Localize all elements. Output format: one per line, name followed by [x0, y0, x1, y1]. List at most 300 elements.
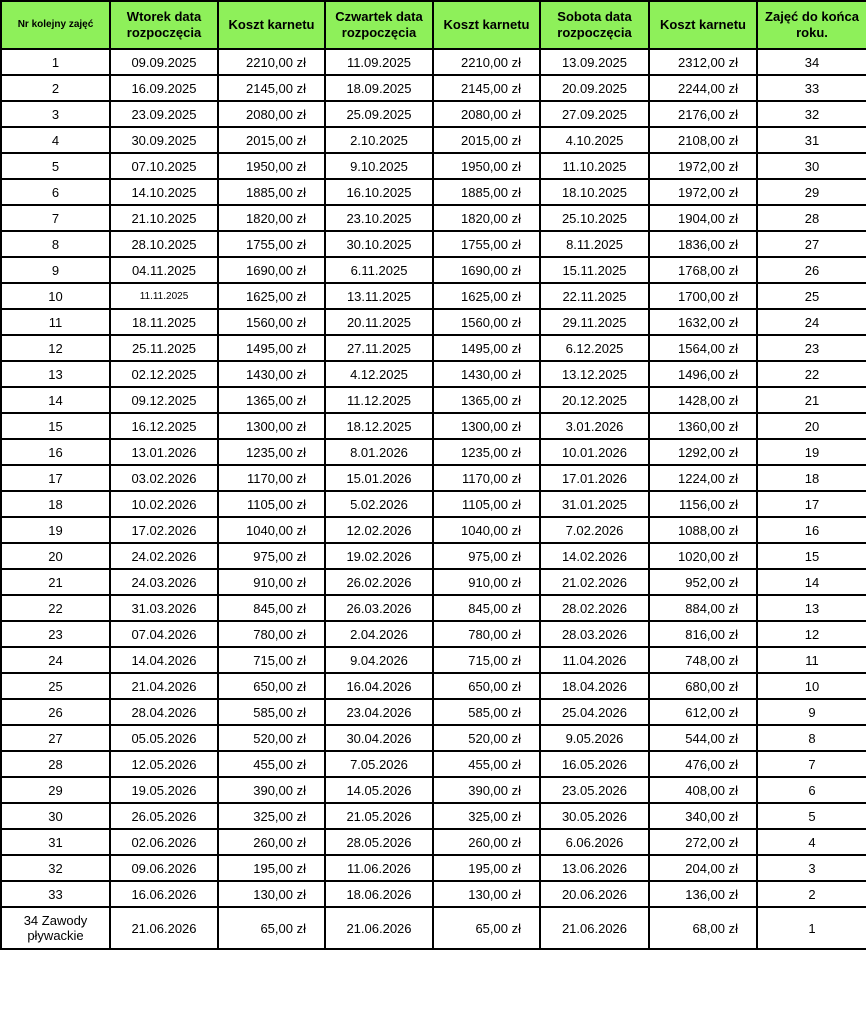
- table-row: [1, 517, 866, 543]
- table-row: [1, 179, 866, 205]
- cell-thursday-cost: 2145,00 zł: [433, 75, 540, 101]
- cell-thursday-start: 21.05.2026: [325, 803, 433, 829]
- cell-saturday-cost: 1700,00 zł: [649, 283, 757, 309]
- cell-lesson-number: 18: [1, 491, 110, 517]
- cell-thursday-cost: 1170,00 zł: [433, 465, 540, 491]
- header-saturday-start: Sobota data rozpoczęcia: [540, 1, 649, 49]
- cell-thursday-cost: 1105,00 zł: [433, 491, 540, 517]
- cell-saturday-cost: 680,00 zł: [649, 673, 757, 699]
- cell-tuesday-start: 28.04.2026: [110, 699, 218, 725]
- cell-thursday-cost: 520,00 zł: [433, 725, 540, 751]
- cell-thursday-cost: 260,00 zł: [433, 829, 540, 855]
- cell-saturday-cost: 544,00 zł: [649, 725, 757, 751]
- cell-saturday-cost: 884,00 zł: [649, 595, 757, 621]
- cell-tuesday-start: 13.01.2026: [110, 439, 218, 465]
- cell-saturday-start: 8.11.2025: [540, 231, 649, 257]
- cell-tuesday-start: 28.10.2025: [110, 231, 218, 257]
- cell-thursday-start: 25.09.2025: [325, 101, 433, 127]
- cell-thursday-cost: 1300,00 zł: [433, 413, 540, 439]
- cell-lesson-number: 20: [1, 543, 110, 569]
- cell-saturday-cost: 1088,00 zł: [649, 517, 757, 543]
- cell-tuesday-cost: 2015,00 zł: [218, 127, 325, 153]
- cell-tuesday-start: 09.06.2026: [110, 855, 218, 881]
- cell-thursday-start: 4.12.2025: [325, 361, 433, 387]
- cell-lesson-number: 14: [1, 387, 110, 413]
- table-row: [1, 257, 866, 283]
- cell-thursday-start: 18.06.2026: [325, 881, 433, 907]
- cell-saturday-start: 13.09.2025: [540, 49, 649, 75]
- cell-lesson-number: 26: [1, 699, 110, 725]
- cell-tuesday-cost: 1495,00 zł: [218, 335, 325, 361]
- cell-thursday-cost: 1950,00 zł: [433, 153, 540, 179]
- cell-saturday-start: 30.05.2026: [540, 803, 649, 829]
- header-tuesday-cost: Koszt karnetu: [218, 1, 325, 49]
- cell-saturday-cost: 136,00 zł: [649, 881, 757, 907]
- cell-thursday-cost: 910,00 zł: [433, 569, 540, 595]
- cell-thursday-start: 11.12.2025: [325, 387, 433, 413]
- cell-tuesday-cost: 1170,00 zł: [218, 465, 325, 491]
- cell-lessons-left: 27: [757, 231, 866, 257]
- cell-thursday-cost: 1235,00 zł: [433, 439, 540, 465]
- cell-tuesday-cost: 325,00 zł: [218, 803, 325, 829]
- cell-tuesday-start: 30.09.2025: [110, 127, 218, 153]
- header-tuesday-start: Wtorek data rozpoczęcia: [110, 1, 218, 49]
- cell-saturday-cost: 612,00 zł: [649, 699, 757, 725]
- cell-tuesday-cost: 130,00 zł: [218, 881, 325, 907]
- cell-saturday-start: 31.01.2025: [540, 491, 649, 517]
- cell-saturday-cost: 2108,00 zł: [649, 127, 757, 153]
- cell-lesson-number: 9: [1, 257, 110, 283]
- table-row: [1, 335, 866, 361]
- cell-lessons-left: 7: [757, 751, 866, 777]
- cell-thursday-cost: 1040,00 zł: [433, 517, 540, 543]
- table-row: [1, 439, 866, 465]
- cell-thursday-start: 28.05.2026: [325, 829, 433, 855]
- cell-lessons-left: 4: [757, 829, 866, 855]
- cell-saturday-start: 15.11.2025: [540, 257, 649, 283]
- cell-thursday-cost: 1430,00 zł: [433, 361, 540, 387]
- table-row: [1, 725, 866, 751]
- cell-tuesday-cost: 975,00 zł: [218, 543, 325, 569]
- cell-lessons-left: 12: [757, 621, 866, 647]
- cell-tuesday-start: 14.04.2026: [110, 647, 218, 673]
- cell-thursday-start: 11.09.2025: [325, 49, 433, 75]
- cell-thursday-start: 2.10.2025: [325, 127, 433, 153]
- cell-saturday-start: 25.10.2025: [540, 205, 649, 231]
- table-row: [1, 699, 866, 725]
- header-saturday-cost: Koszt karnetu: [649, 1, 757, 49]
- header-lesson-number: Nr kolejny zajęć: [1, 1, 110, 49]
- cell-tuesday-cost: 1560,00 zł: [218, 309, 325, 335]
- cell-thursday-start: 16.04.2026: [325, 673, 433, 699]
- cell-lessons-left: 26: [757, 257, 866, 283]
- cell-saturday-cost: 1972,00 zł: [649, 179, 757, 205]
- cell-tuesday-cost: 1625,00 zł: [218, 283, 325, 309]
- table-row: [1, 101, 866, 127]
- cell-tuesday-start: 16.06.2026: [110, 881, 218, 907]
- cell-saturday-cost: 1768,00 zł: [649, 257, 757, 283]
- cell-thursday-start: 18.09.2025: [325, 75, 433, 101]
- table-row: [1, 465, 866, 491]
- cell-lesson-number: 6: [1, 179, 110, 205]
- cell-thursday-start: 11.06.2026: [325, 855, 433, 881]
- cell-tuesday-cost: 1365,00 zł: [218, 387, 325, 413]
- cell-saturday-cost: 340,00 zł: [649, 803, 757, 829]
- cell-saturday-start: 13.12.2025: [540, 361, 649, 387]
- cell-saturday-cost: 1020,00 zł: [649, 543, 757, 569]
- cell-tuesday-cost: 455,00 zł: [218, 751, 325, 777]
- cell-tuesday-cost: 1820,00 zł: [218, 205, 325, 231]
- table-row: [1, 205, 866, 231]
- cell-thursday-cost: 975,00 zł: [433, 543, 540, 569]
- cell-lessons-left: 16: [757, 517, 866, 543]
- cell-thursday-cost: 455,00 zł: [433, 751, 540, 777]
- cell-saturday-cost: 1156,00 zł: [649, 491, 757, 517]
- cell-lesson-number: 11: [1, 309, 110, 335]
- table-row: [1, 595, 866, 621]
- cell-tuesday-start: 05.05.2026: [110, 725, 218, 751]
- cell-thursday-start: 9.04.2026: [325, 647, 433, 673]
- cell-tuesday-cost: 1235,00 zł: [218, 439, 325, 465]
- cell-thursday-cost: 780,00 zł: [433, 621, 540, 647]
- cell-saturday-start: 28.03.2026: [540, 621, 649, 647]
- cell-saturday-cost: 2176,00 zł: [649, 101, 757, 127]
- cell-thursday-start: 20.11.2025: [325, 309, 433, 335]
- table-row: [1, 543, 866, 569]
- cell-lesson-number: 22: [1, 595, 110, 621]
- cell-thursday-cost: 845,00 zł: [433, 595, 540, 621]
- cell-tuesday-start: 18.11.2025: [110, 309, 218, 335]
- cell-tuesday-start: 25.11.2025: [110, 335, 218, 361]
- cell-lesson-number: 30: [1, 803, 110, 829]
- cell-tuesday-cost: 585,00 zł: [218, 699, 325, 725]
- cell-lessons-left: 11: [757, 647, 866, 673]
- table-row: [1, 621, 866, 647]
- cell-saturday-cost: 2244,00 zł: [649, 75, 757, 101]
- cell-tuesday-cost: 1755,00 zł: [218, 231, 325, 257]
- cell-lesson-number: 31: [1, 829, 110, 855]
- cell-saturday-start: 6.12.2025: [540, 335, 649, 361]
- cell-lessons-left: 30: [757, 153, 866, 179]
- cell-thursday-cost: 1690,00 zł: [433, 257, 540, 283]
- cell-thursday-cost: 1560,00 zł: [433, 309, 540, 335]
- cell-thursday-cost: 195,00 zł: [433, 855, 540, 881]
- cell-thursday-cost: 1755,00 zł: [433, 231, 540, 257]
- cell-lesson-number: 28: [1, 751, 110, 777]
- cell-tuesday-start: 24.02.2026: [110, 543, 218, 569]
- cell-lessons-left: 8: [757, 725, 866, 751]
- cell-saturday-cost: 1564,00 zł: [649, 335, 757, 361]
- cell-saturday-start: 3.01.2026: [540, 413, 649, 439]
- cell-lessons-left: 14: [757, 569, 866, 595]
- cell-saturday-cost: 1292,00 zł: [649, 439, 757, 465]
- cell-lessons-left: 3: [757, 855, 866, 881]
- cell-tuesday-start: 21.06.2026: [110, 907, 218, 949]
- cell-thursday-cost: 1885,00 zł: [433, 179, 540, 205]
- cell-thursday-cost: 1820,00 zł: [433, 205, 540, 231]
- cell-tuesday-start: 16.12.2025: [110, 413, 218, 439]
- header-thursday-cost: Koszt karnetu: [433, 1, 540, 49]
- cell-saturday-cost: 1904,00 zł: [649, 205, 757, 231]
- cell-tuesday-cost: 260,00 zł: [218, 829, 325, 855]
- cell-lesson-number: 3: [1, 101, 110, 127]
- cell-lessons-left: 21: [757, 387, 866, 413]
- cell-lesson-number: 33: [1, 881, 110, 907]
- cell-saturday-cost: 1836,00 zł: [649, 231, 757, 257]
- cell-thursday-start: 15.01.2026: [325, 465, 433, 491]
- cell-saturday-start: 13.06.2026: [540, 855, 649, 881]
- cell-saturday-cost: 204,00 zł: [649, 855, 757, 881]
- cell-tuesday-cost: 390,00 zł: [218, 777, 325, 803]
- cell-thursday-start: 26.02.2026: [325, 569, 433, 595]
- header-thursday-start: Czwartek data rozpoczęcia: [325, 1, 433, 49]
- cell-saturday-start: 18.10.2025: [540, 179, 649, 205]
- cell-lessons-left: 10: [757, 673, 866, 699]
- cell-tuesday-start: 04.11.2025: [110, 257, 218, 283]
- cell-tuesday-start: 19.05.2026: [110, 777, 218, 803]
- cell-tuesday-start: 03.02.2026: [110, 465, 218, 491]
- cell-tuesday-start: 11.11.2025: [110, 283, 218, 309]
- cell-thursday-start: 23.10.2025: [325, 205, 433, 231]
- cell-saturday-start: 20.06.2026: [540, 881, 649, 907]
- cell-lesson-number: 4: [1, 127, 110, 153]
- cell-thursday-start: 9.10.2025: [325, 153, 433, 179]
- cell-tuesday-cost: 1040,00 zł: [218, 517, 325, 543]
- cell-lessons-left: 28: [757, 205, 866, 231]
- cell-thursday-cost: 65,00 zł: [433, 907, 540, 949]
- cell-tuesday-start: 12.05.2026: [110, 751, 218, 777]
- cell-saturday-start: 14.02.2026: [540, 543, 649, 569]
- cell-lessons-left: 25: [757, 283, 866, 309]
- cell-tuesday-cost: 1690,00 zł: [218, 257, 325, 283]
- cell-saturday-cost: 952,00 zł: [649, 569, 757, 595]
- cell-lesson-number: 12: [1, 335, 110, 361]
- cell-tuesday-start: 07.04.2026: [110, 621, 218, 647]
- cell-tuesday-cost: 65,00 zł: [218, 907, 325, 949]
- cell-tuesday-start: 26.05.2026: [110, 803, 218, 829]
- header-row: [1, 1, 866, 49]
- table-row: [1, 881, 866, 907]
- cell-tuesday-cost: 845,00 zł: [218, 595, 325, 621]
- cell-tuesday-start: 31.03.2026: [110, 595, 218, 621]
- header-lessons-left: Zajęć do końca roku.: [757, 1, 866, 49]
- table-row: [1, 647, 866, 673]
- cell-lesson-number: 29: [1, 777, 110, 803]
- cell-saturday-start: 23.05.2026: [540, 777, 649, 803]
- cell-saturday-start: 22.11.2025: [540, 283, 649, 309]
- cell-lessons-left: 22: [757, 361, 866, 387]
- cell-thursday-start: 5.02.2026: [325, 491, 433, 517]
- cell-saturday-cost: 272,00 zł: [649, 829, 757, 855]
- cell-saturday-cost: 1360,00 zł: [649, 413, 757, 439]
- cell-lesson-number: 10: [1, 283, 110, 309]
- cell-saturday-start: 29.11.2025: [540, 309, 649, 335]
- cell-lesson-number: 16: [1, 439, 110, 465]
- cell-lessons-left: 9: [757, 699, 866, 725]
- cell-lesson-number: 27: [1, 725, 110, 751]
- cell-lessons-left: 6: [757, 777, 866, 803]
- cell-lesson-number: 25: [1, 673, 110, 699]
- cell-tuesday-cost: 910,00 zł: [218, 569, 325, 595]
- cell-tuesday-cost: 715,00 zł: [218, 647, 325, 673]
- cell-saturday-cost: 748,00 zł: [649, 647, 757, 673]
- cell-saturday-start: 21.06.2026: [540, 907, 649, 949]
- cell-tuesday-start: 02.12.2025: [110, 361, 218, 387]
- cell-saturday-start: 25.04.2026: [540, 699, 649, 725]
- cell-saturday-start: 18.04.2026: [540, 673, 649, 699]
- cell-thursday-start: 23.04.2026: [325, 699, 433, 725]
- cell-saturday-start: 17.01.2026: [540, 465, 649, 491]
- cell-tuesday-start: 09.12.2025: [110, 387, 218, 413]
- table-row: [1, 855, 866, 881]
- cell-thursday-cost: 390,00 zł: [433, 777, 540, 803]
- cell-saturday-start: 11.10.2025: [540, 153, 649, 179]
- cell-lessons-left: 13: [757, 595, 866, 621]
- cell-tuesday-cost: 2080,00 zł: [218, 101, 325, 127]
- cell-lesson-number: 21: [1, 569, 110, 595]
- cell-tuesday-cost: 1300,00 zł: [218, 413, 325, 439]
- cell-thursday-cost: 1625,00 zł: [433, 283, 540, 309]
- cell-tuesday-start: 14.10.2025: [110, 179, 218, 205]
- cell-saturday-cost: 1632,00 zł: [649, 309, 757, 335]
- cell-lesson-number: 32: [1, 855, 110, 881]
- table-row: [1, 491, 866, 517]
- cell-tuesday-cost: 780,00 zł: [218, 621, 325, 647]
- cell-lessons-left: 5: [757, 803, 866, 829]
- cell-tuesday-start: 09.09.2025: [110, 49, 218, 75]
- cell-lessons-left: 15: [757, 543, 866, 569]
- cell-lessons-left: 19: [757, 439, 866, 465]
- cell-lessons-left: 18: [757, 465, 866, 491]
- table-row: [1, 153, 866, 179]
- cell-saturday-cost: 1428,00 zł: [649, 387, 757, 413]
- cell-lesson-number: 34 Zawody pływackie: [1, 907, 110, 949]
- cell-saturday-cost: 1496,00 zł: [649, 361, 757, 387]
- table-row: [1, 49, 866, 75]
- cell-saturday-cost: 1224,00 zł: [649, 465, 757, 491]
- cell-tuesday-start: 10.02.2026: [110, 491, 218, 517]
- cell-tuesday-start: 07.10.2025: [110, 153, 218, 179]
- table-row: [1, 361, 866, 387]
- cell-saturday-start: 21.02.2026: [540, 569, 649, 595]
- cell-thursday-start: 26.03.2026: [325, 595, 433, 621]
- cell-lessons-left: 33: [757, 75, 866, 101]
- cell-lessons-left: 2: [757, 881, 866, 907]
- table-row: [1, 829, 866, 855]
- cell-tuesday-start: 24.03.2026: [110, 569, 218, 595]
- table-row: [1, 75, 866, 101]
- cell-thursday-cost: 1495,00 zł: [433, 335, 540, 361]
- cell-thursday-cost: 650,00 zł: [433, 673, 540, 699]
- cell-tuesday-start: 17.02.2026: [110, 517, 218, 543]
- cell-saturday-start: 27.09.2025: [540, 101, 649, 127]
- cell-tuesday-cost: 2145,00 zł: [218, 75, 325, 101]
- cell-thursday-cost: 2080,00 zł: [433, 101, 540, 127]
- cell-saturday-cost: 476,00 zł: [649, 751, 757, 777]
- cell-lesson-number: 7: [1, 205, 110, 231]
- table-row: [1, 127, 866, 153]
- cell-tuesday-start: 02.06.2026: [110, 829, 218, 855]
- table-row: [1, 387, 866, 413]
- cell-lessons-left: 31: [757, 127, 866, 153]
- cell-lesson-number: 13: [1, 361, 110, 387]
- cell-lessons-left: 32: [757, 101, 866, 127]
- cell-saturday-start: 20.09.2025: [540, 75, 649, 101]
- cell-thursday-start: 21.06.2026: [325, 907, 433, 949]
- cell-tuesday-start: 21.10.2025: [110, 205, 218, 231]
- cell-tuesday-start: 21.04.2026: [110, 673, 218, 699]
- cell-lesson-number: 8: [1, 231, 110, 257]
- cell-thursday-cost: 585,00 zł: [433, 699, 540, 725]
- cell-lessons-left: 24: [757, 309, 866, 335]
- table-row: [1, 413, 866, 439]
- table-row: [1, 569, 866, 595]
- cell-thursday-cost: 1365,00 zł: [433, 387, 540, 413]
- cell-saturday-start: 9.05.2026: [540, 725, 649, 751]
- cell-lesson-number: 5: [1, 153, 110, 179]
- cell-lessons-left: 20: [757, 413, 866, 439]
- cell-tuesday-cost: 195,00 zł: [218, 855, 325, 881]
- cell-saturday-cost: 68,00 zł: [649, 907, 757, 949]
- table-row: [1, 309, 866, 335]
- cell-thursday-start: 6.11.2025: [325, 257, 433, 283]
- cell-thursday-start: 8.01.2026: [325, 439, 433, 465]
- cell-lesson-number: 19: [1, 517, 110, 543]
- cell-tuesday-start: 23.09.2025: [110, 101, 218, 127]
- cell-thursday-cost: 715,00 zł: [433, 647, 540, 673]
- cell-thursday-cost: 130,00 zł: [433, 881, 540, 907]
- cell-lessons-left: 34: [757, 49, 866, 75]
- cell-tuesday-cost: 1950,00 zł: [218, 153, 325, 179]
- cell-saturday-cost: 408,00 zł: [649, 777, 757, 803]
- cell-tuesday-cost: 1885,00 zł: [218, 179, 325, 205]
- cell-thursday-start: 7.05.2026: [325, 751, 433, 777]
- cell-lesson-number: 24: [1, 647, 110, 673]
- cell-tuesday-start: 16.09.2025: [110, 75, 218, 101]
- cell-lessons-left: 1: [757, 907, 866, 949]
- cell-thursday-start: 2.04.2026: [325, 621, 433, 647]
- table-row: [1, 283, 866, 309]
- cell-thursday-start: 30.04.2026: [325, 725, 433, 751]
- cell-thursday-start: 14.05.2026: [325, 777, 433, 803]
- cell-thursday-cost: 325,00 zł: [433, 803, 540, 829]
- table-body: [1, 49, 866, 949]
- cell-thursday-start: 30.10.2025: [325, 231, 433, 257]
- cell-thursday-start: 19.02.2026: [325, 543, 433, 569]
- table-row: [1, 751, 866, 777]
- cell-tuesday-cost: 1105,00 zł: [218, 491, 325, 517]
- cell-saturday-start: 20.12.2025: [540, 387, 649, 413]
- cell-thursday-start: 16.10.2025: [325, 179, 433, 205]
- table-row: [1, 673, 866, 699]
- cell-saturday-start: 6.06.2026: [540, 829, 649, 855]
- cell-saturday-cost: 816,00 zł: [649, 621, 757, 647]
- cell-saturday-start: 11.04.2026: [540, 647, 649, 673]
- cell-tuesday-cost: 2210,00 zł: [218, 49, 325, 75]
- cell-lesson-number: 1: [1, 49, 110, 75]
- cell-saturday-start: 10.01.2026: [540, 439, 649, 465]
- cell-saturday-start: 28.02.2026: [540, 595, 649, 621]
- cell-tuesday-cost: 1430,00 zł: [218, 361, 325, 387]
- cell-thursday-start: 12.02.2026: [325, 517, 433, 543]
- cell-thursday-start: 13.11.2025: [325, 283, 433, 309]
- cell-lesson-number: 17: [1, 465, 110, 491]
- cell-saturday-start: 7.02.2026: [540, 517, 649, 543]
- table-row: [1, 803, 866, 829]
- cell-saturday-cost: 2312,00 zł: [649, 49, 757, 75]
- table-row: [1, 777, 866, 803]
- cell-lessons-left: 17: [757, 491, 866, 517]
